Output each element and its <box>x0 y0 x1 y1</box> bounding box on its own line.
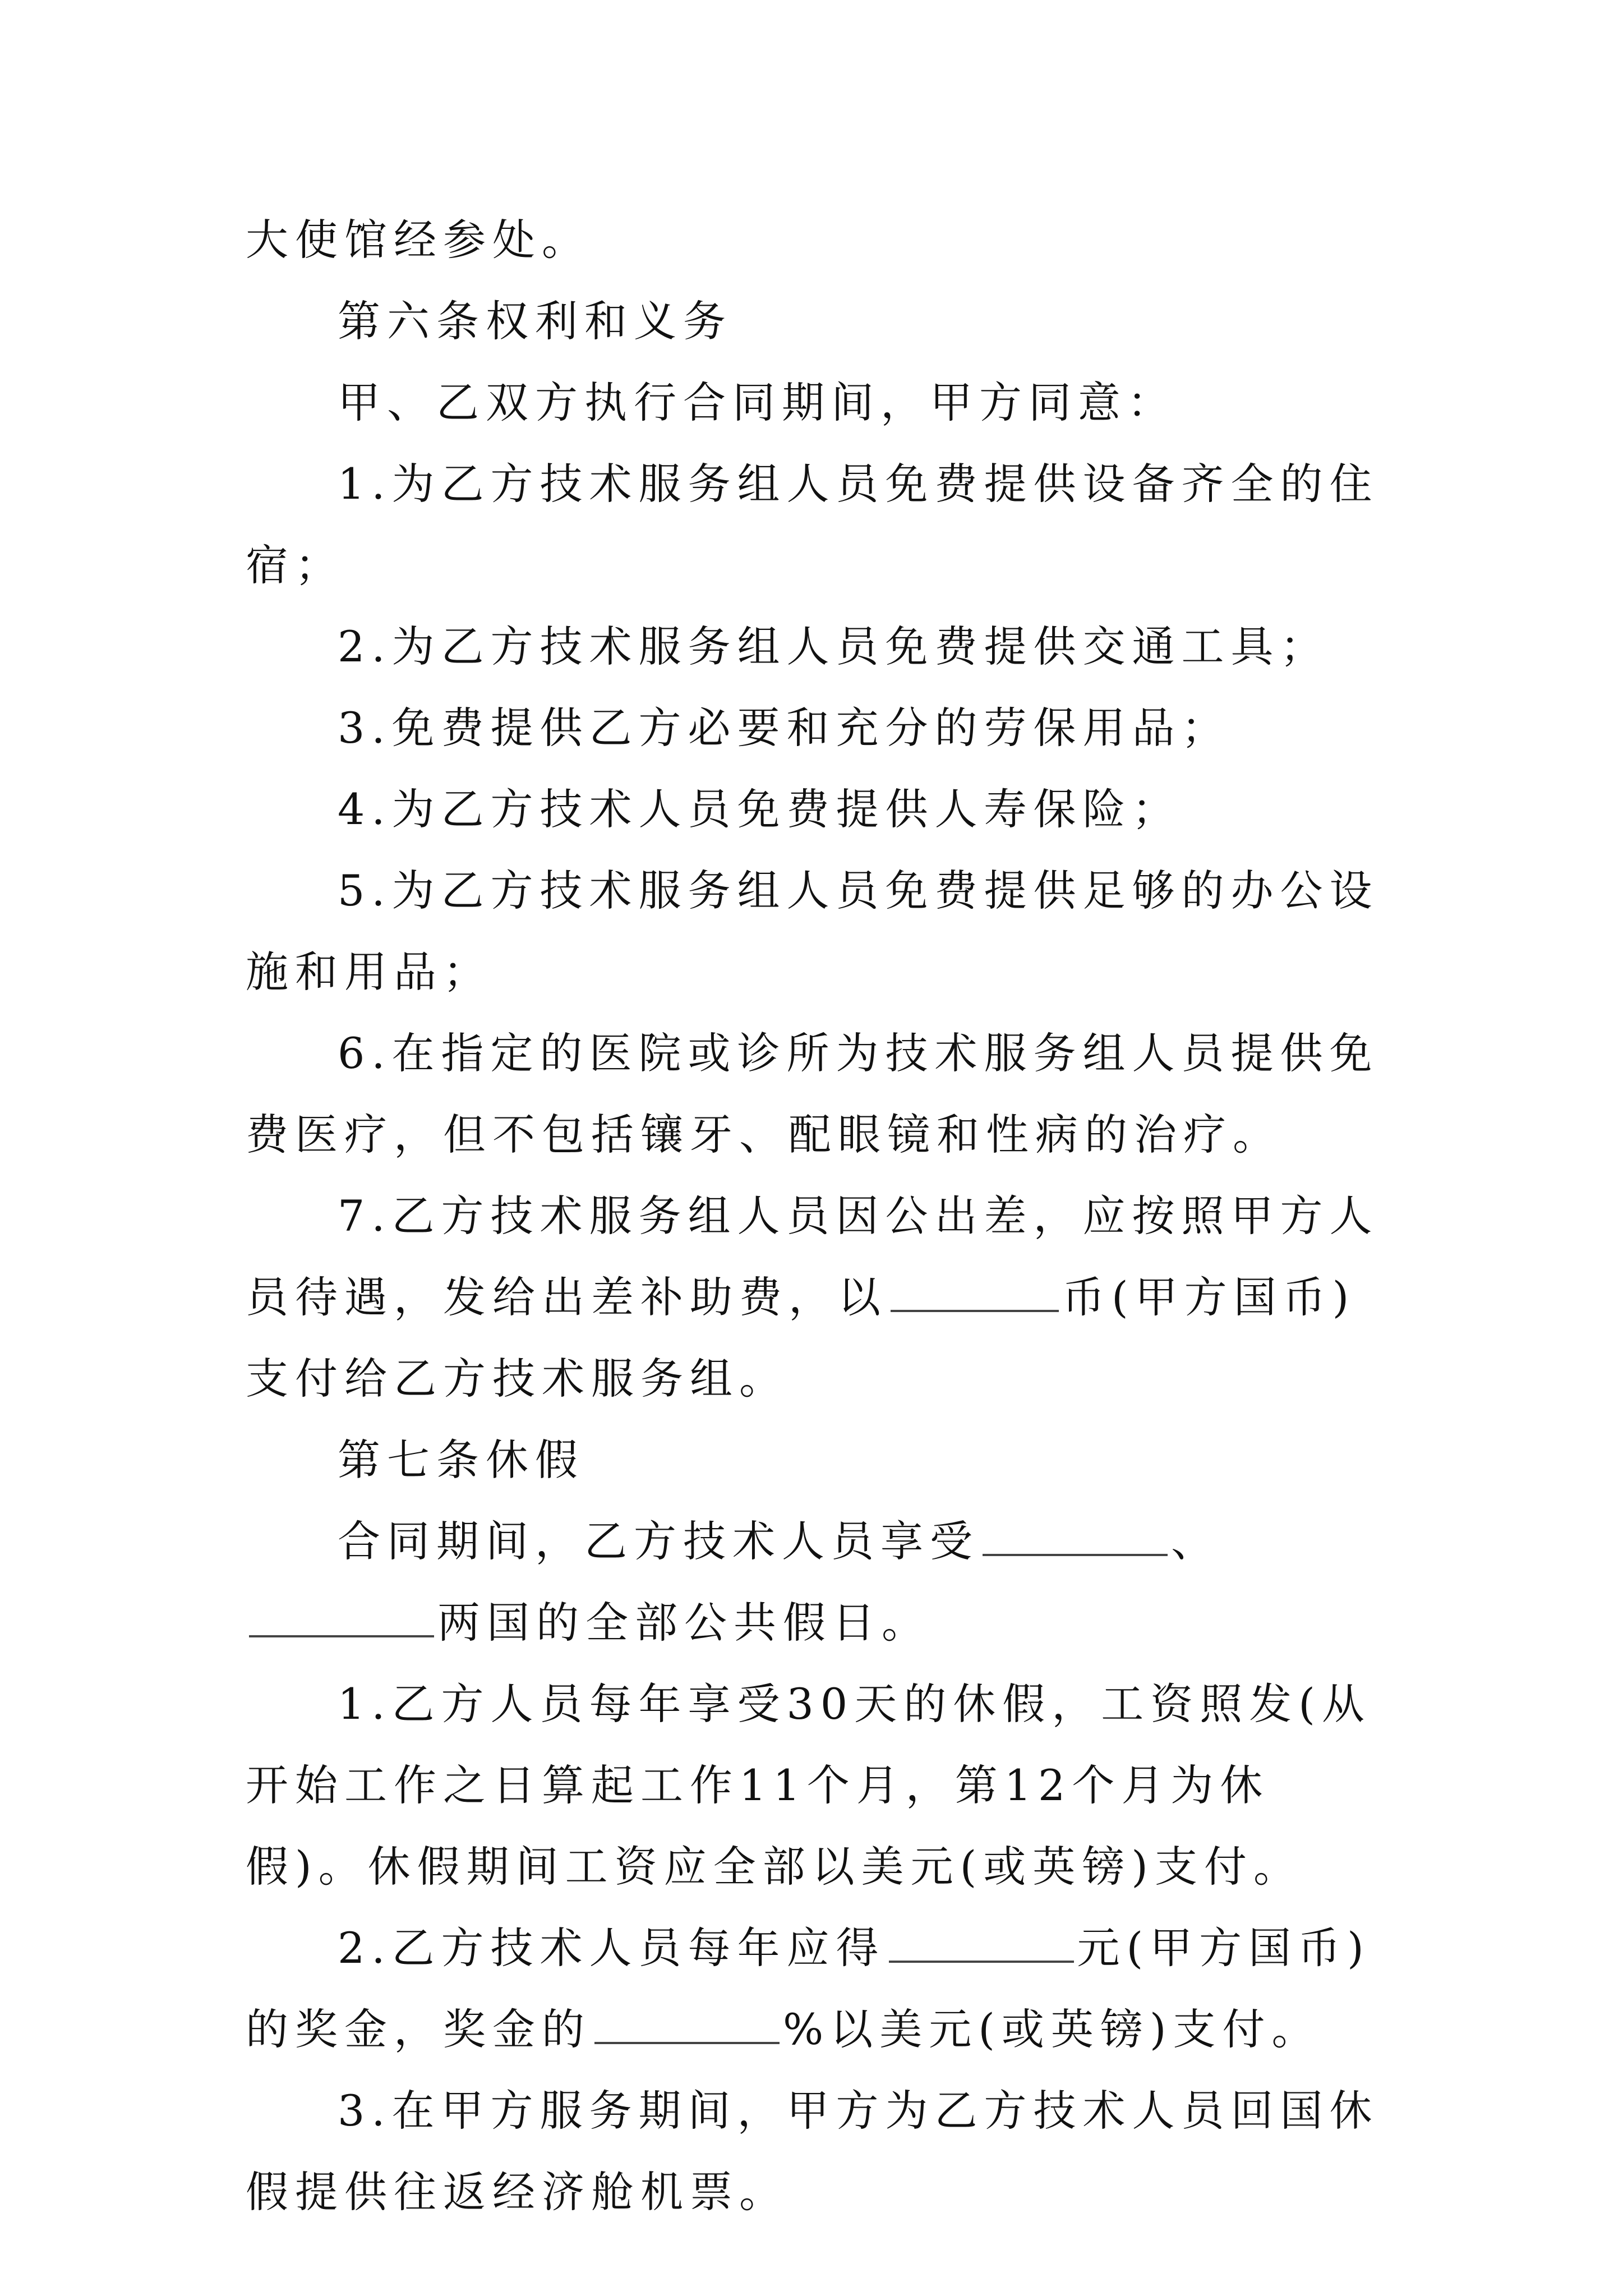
blank-field-bonus-amount <box>889 1918 1074 1963</box>
paragraph-embassy: 大使馆经参处。 <box>246 215 591 265</box>
leave-item-2-text-c: %以美元(或英镑)支付。 <box>783 2004 1321 2054</box>
list-item-2: 2.为乙方技术服务组人员免费提供交通工具； <box>338 622 1330 671</box>
document-body <box>246 199 1390 2233</box>
list-item-1: 1.为乙方技术服务组人员免费提供设备齐全的住宿； <box>246 459 1379 590</box>
holidays-text-a: 合同期间，乙方技术人员享受 <box>338 1516 979 1566</box>
holidays-text-c: 两国的全部公共假日。 <box>437 1598 931 1648</box>
list-item-7-text-b: 币(甲方国币)支付给乙方技术服务组。 <box>246 1272 1356 1404</box>
heading-article-6: 第六条权利和义务 <box>338 296 732 346</box>
blank-field-country-a <box>983 1511 1168 1556</box>
list-item-6: 6.在指定的医院或诊所为技术服务组人员提供免费医疗，但不包括镶牙、配眼镜和性病的治疗。 <box>246 1028 1379 1159</box>
holidays-text-b: 、 <box>1171 1516 1220 1566</box>
blank-field-currency <box>891 1267 1059 1312</box>
list-item-7 <box>246 1175 1390 1419</box>
list-item-5: 5.为乙方技术服务组人员免费提供足够的办公设施和用品； <box>246 866 1379 997</box>
leave-item-2 <box>246 1907 1390 2070</box>
paragraph-intro: 甲、乙双方执行合同期间，甲方同意： <box>338 378 1177 427</box>
leave-item-2-text-a: 2.乙方技术人员每年应得 <box>338 1923 886 1973</box>
list-item-3: 3.免费提供乙方必要和充分的劳保用品； <box>338 703 1231 753</box>
leave-item-3: 3.在甲方服务期间，甲方为乙方技术人员回国休假提供往返经济舱机票。 <box>246 2086 1379 2217</box>
blank-field-country-b <box>249 1593 434 1637</box>
leave-item-1: 1.乙方人员每年享受30天的休假，工资照发(从开始工作之日算起工作11个月，第12个月为休假)。休假期间工资应全部以美元(或英镑)支付。 <box>246 1679 1371 1892</box>
blank-field-bonus-percent <box>594 1999 780 2044</box>
leave-item-2-text-b: 元(甲方国币)的奖金，奖金的 <box>246 1923 1371 2054</box>
heading-article-7: 第七条休假 <box>338 1435 584 1485</box>
list-item-7-text-a: 7.乙方技术服务组人员因公出差，应按照甲方人员待遇，发给出差补助费，以 <box>246 1191 1379 1322</box>
list-item-4: 4.为乙方技术人员免费提供人寿保险； <box>338 784 1182 834</box>
paragraph-holidays <box>246 1501 1390 1663</box>
